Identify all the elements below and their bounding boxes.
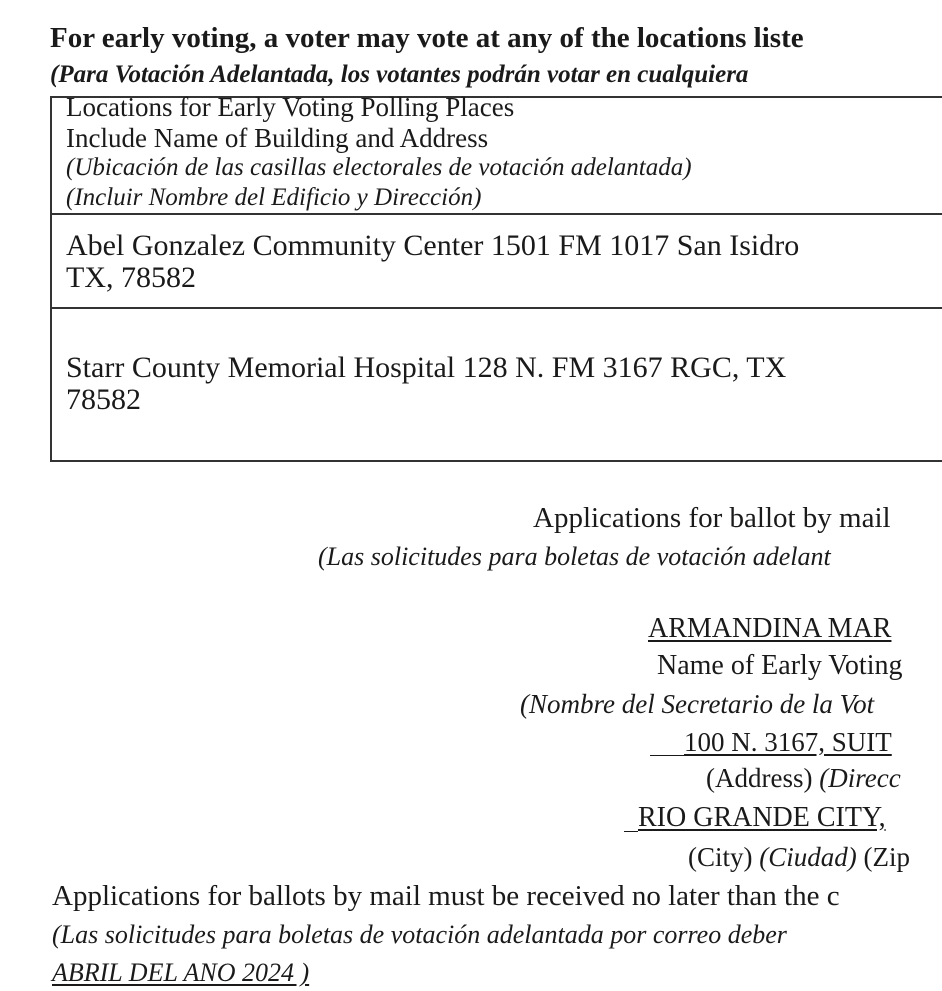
clerk-name: ARMANDINA MAR xyxy=(648,613,892,644)
city-label-spanish: (Ciudad) xyxy=(759,842,857,872)
header-spanish: (Para Votación Adelantada, los votantes podrán votar en cualquiera xyxy=(50,61,749,88)
table-header-spanish-title: (Ubicación de las casillas electorales de votación adelantada) xyxy=(66,154,692,181)
address-label xyxy=(706,765,901,792)
zip-label: (Zip xyxy=(863,842,910,872)
table-divider xyxy=(50,307,942,309)
deadline-spanish: (Las solicitudes para boletas de votación adelantada por correo deber xyxy=(52,920,787,949)
address-label-english: (Address) xyxy=(706,763,813,793)
header-english: For early voting, a voter may vote at any of the locations liste xyxy=(50,22,804,54)
location-row-1-line2: TX, 78582 xyxy=(66,261,196,294)
city-label-english: (City) xyxy=(688,842,753,872)
deadline-spanish-date: ABRIL DEL ANO 2024 ) xyxy=(52,958,310,987)
mail-title-english: Applications for ballot by mail xyxy=(533,502,891,534)
location-row-2-line1: Starr County Memorial Hospital 128 N. FM 3167 RGC, TX xyxy=(66,351,787,384)
city-label xyxy=(688,844,910,871)
table-header-subtitle: Include Name of Building and Address xyxy=(66,123,489,153)
location-row-2-line2: 78582 xyxy=(66,383,141,416)
city-value xyxy=(624,804,886,832)
table-header-title: Locations for Early Voting Polling Places xyxy=(66,92,515,122)
clerk-label-spanish: (Nombre del Secretario de la Vot xyxy=(520,689,875,719)
address-label-spanish: (Direcc xyxy=(819,763,901,793)
deadline-english: Applications for ballots by mail must be received no later than the c xyxy=(52,880,840,912)
address-text: 100 N. 3167, SUIT xyxy=(684,727,892,757)
mail-title-spanish: (Las solicitudes para boletas de votación adelant xyxy=(318,542,831,571)
city-text: RIO GRANDE CITY, xyxy=(638,802,886,833)
address-value xyxy=(650,729,892,756)
clerk-label-english: Name of Early Voting xyxy=(657,650,903,681)
table-divider xyxy=(50,213,942,215)
location-row-1-line1: Abel Gonzalez Community Center 1501 FM 1017 San Isidro xyxy=(66,229,800,262)
table-header-spanish-subtitle: (Incluir Nombre del Edificio y Dirección) xyxy=(66,184,482,211)
